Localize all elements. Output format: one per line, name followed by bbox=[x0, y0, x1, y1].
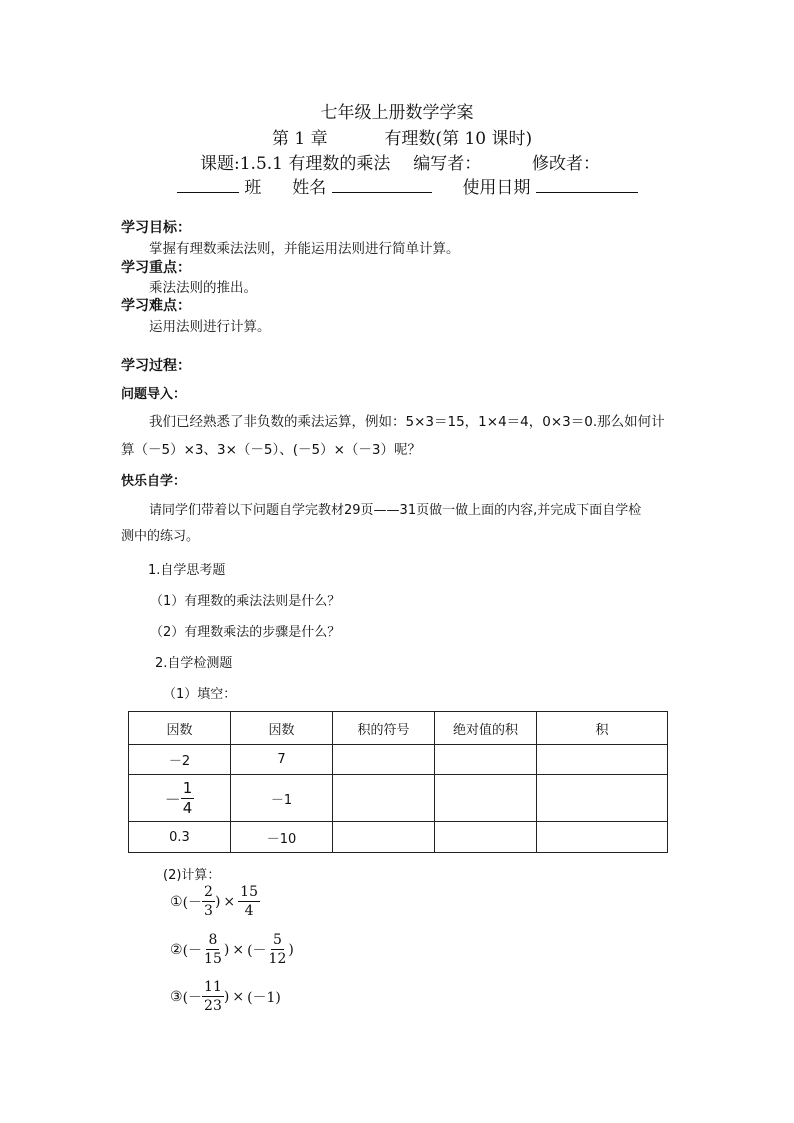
author-label: 编写者： bbox=[413, 154, 482, 174]
fraction-numerator: 1 bbox=[182, 778, 193, 797]
fraction-denominator: 12 bbox=[268, 951, 287, 967]
lesson-title: 课题:1.5.1 有理数的乘法 bbox=[200, 154, 391, 174]
close-paren: ) bbox=[223, 988, 230, 1005]
factor-b-cell: －1 bbox=[231, 775, 333, 822]
fraction bbox=[202, 885, 215, 918]
fraction-denominator: 3 bbox=[204, 903, 213, 919]
fraction-numerator: 5 bbox=[272, 932, 282, 948]
open-paren: (－ bbox=[182, 989, 203, 1006]
product-cell[interactable] bbox=[537, 775, 668, 822]
goals-text: 掌握有理数乘法法则，并能运用法则进行简单计算。 bbox=[149, 241, 460, 257]
item-mark: ② bbox=[170, 941, 183, 958]
table-row bbox=[129, 745, 668, 775]
table-header-row bbox=[129, 712, 668, 745]
lesson-line bbox=[200, 149, 600, 174]
fraction-denominator: 23 bbox=[204, 998, 222, 1014]
close-paren: ) bbox=[288, 941, 294, 958]
q1-title: 1.自学思考题 bbox=[148, 563, 226, 578]
open-paren: (－ bbox=[182, 942, 203, 959]
fraction bbox=[181, 778, 195, 817]
chapter-number: 第 1 章 bbox=[272, 129, 328, 149]
intro-line-1: 我们已经熟悉了非负数的乘法运算，例如：5×3＝15，1×4＝4，0×3＝0.那么如何计 bbox=[149, 414, 665, 430]
open-paren: (－ bbox=[182, 894, 203, 911]
calc-item-2 bbox=[170, 933, 294, 966]
fraction bbox=[202, 933, 224, 966]
fraction bbox=[238, 885, 260, 918]
date-label: 使用日期 bbox=[462, 178, 531, 198]
name-label: 姓名 bbox=[292, 178, 327, 198]
sign-cell[interactable] bbox=[333, 822, 435, 853]
focus-label: 学习重点： bbox=[121, 260, 191, 276]
sign-cell[interactable] bbox=[333, 745, 435, 775]
chapter-title: 有理数(第 10 课时) bbox=[384, 129, 533, 149]
table-header: 绝对值的积 bbox=[435, 712, 537, 745]
close-paren: ) bbox=[214, 893, 221, 910]
item-mark: ③ bbox=[170, 988, 183, 1005]
q2-fill-label: （1）填空： bbox=[163, 687, 237, 702]
abs-product-cell[interactable] bbox=[435, 745, 537, 775]
close-paren: ) bbox=[223, 941, 230, 958]
minus-sign: － bbox=[164, 789, 181, 809]
sign-cell[interactable] bbox=[333, 775, 435, 822]
focus-text: 乘法法则的推出。 bbox=[149, 280, 257, 296]
difficulty-text: 运用法则进行计算。 bbox=[149, 319, 271, 335]
fill-in-table bbox=[128, 711, 668, 853]
negative-one: (－1) bbox=[247, 989, 281, 1006]
calc-item-3 bbox=[170, 980, 281, 1013]
table-header: 因数 bbox=[231, 712, 333, 745]
table-header: 因数 bbox=[129, 712, 231, 745]
process-label: 学习过程： bbox=[121, 358, 191, 374]
goals-label: 学习目标： bbox=[121, 220, 191, 236]
product-cell[interactable] bbox=[537, 745, 668, 775]
table-header: 积的符号 bbox=[333, 712, 435, 745]
times-sign: × bbox=[223, 893, 236, 910]
intro-label: 问题导入： bbox=[121, 387, 187, 402]
abs-product-cell[interactable] bbox=[435, 775, 537, 822]
student-info-line bbox=[177, 173, 638, 198]
fraction-denominator: 4 bbox=[182, 798, 193, 817]
item-mark: ① bbox=[170, 893, 183, 910]
intro-line-2: 算（－5）×3、3×（－5）、(－5）×（－3）呢？ bbox=[121, 442, 421, 458]
factor-b-cell: －10 bbox=[231, 822, 333, 853]
open-paren: (－ bbox=[247, 942, 267, 959]
fraction-numerator: 8 bbox=[208, 932, 218, 948]
self-study-label: 快乐自学： bbox=[121, 474, 187, 489]
fraction-numerator: 11 bbox=[204, 979, 222, 995]
factor-b-cell: 7 bbox=[231, 745, 333, 775]
chapter-heading bbox=[272, 124, 532, 149]
q2-title: 2.自学检测题 bbox=[155, 656, 233, 671]
times-sign: × bbox=[232, 941, 245, 958]
table-header: 积 bbox=[537, 712, 668, 745]
table-row bbox=[129, 822, 668, 853]
product-cell[interactable] bbox=[537, 822, 668, 853]
class-blank[interactable] bbox=[177, 178, 239, 193]
times-sign: × bbox=[232, 988, 245, 1005]
factor-a-cell bbox=[129, 775, 231, 822]
fraction-denominator: 15 bbox=[204, 951, 222, 967]
date-blank[interactable] bbox=[536, 178, 638, 193]
factor-a-cell: 0.3 bbox=[129, 822, 231, 853]
class-label: 班 bbox=[244, 178, 262, 198]
editor-label: 修改者： bbox=[532, 154, 601, 174]
table-row bbox=[129, 775, 668, 822]
difficulty-label: 学习难点： bbox=[121, 298, 191, 314]
name-blank[interactable] bbox=[332, 178, 432, 193]
doc-title: 七年级上册数学学案 bbox=[320, 103, 474, 123]
self-study-line-2: 测中的练习。 bbox=[121, 529, 200, 544]
fraction-denominator: 4 bbox=[244, 903, 254, 919]
q1-a: （1）有理数的乘法法则是什么？ bbox=[150, 594, 341, 609]
calc-label: (2)计算： bbox=[163, 868, 221, 883]
fraction-numerator: 15 bbox=[240, 884, 258, 900]
self-study-line-1: 请同学们带着以下问题自学完教材29页——31页做一做上面的内容,并完成下面自学检 bbox=[149, 503, 642, 518]
fraction bbox=[267, 933, 289, 966]
fraction-numerator: 2 bbox=[204, 884, 213, 900]
q1-b: （2）有理数乘法的步骤是什么？ bbox=[150, 625, 341, 640]
factor-a-cell: －2 bbox=[129, 745, 231, 775]
abs-product-cell[interactable] bbox=[435, 822, 537, 853]
calc-item-1 bbox=[170, 885, 260, 918]
fraction bbox=[202, 980, 224, 1013]
